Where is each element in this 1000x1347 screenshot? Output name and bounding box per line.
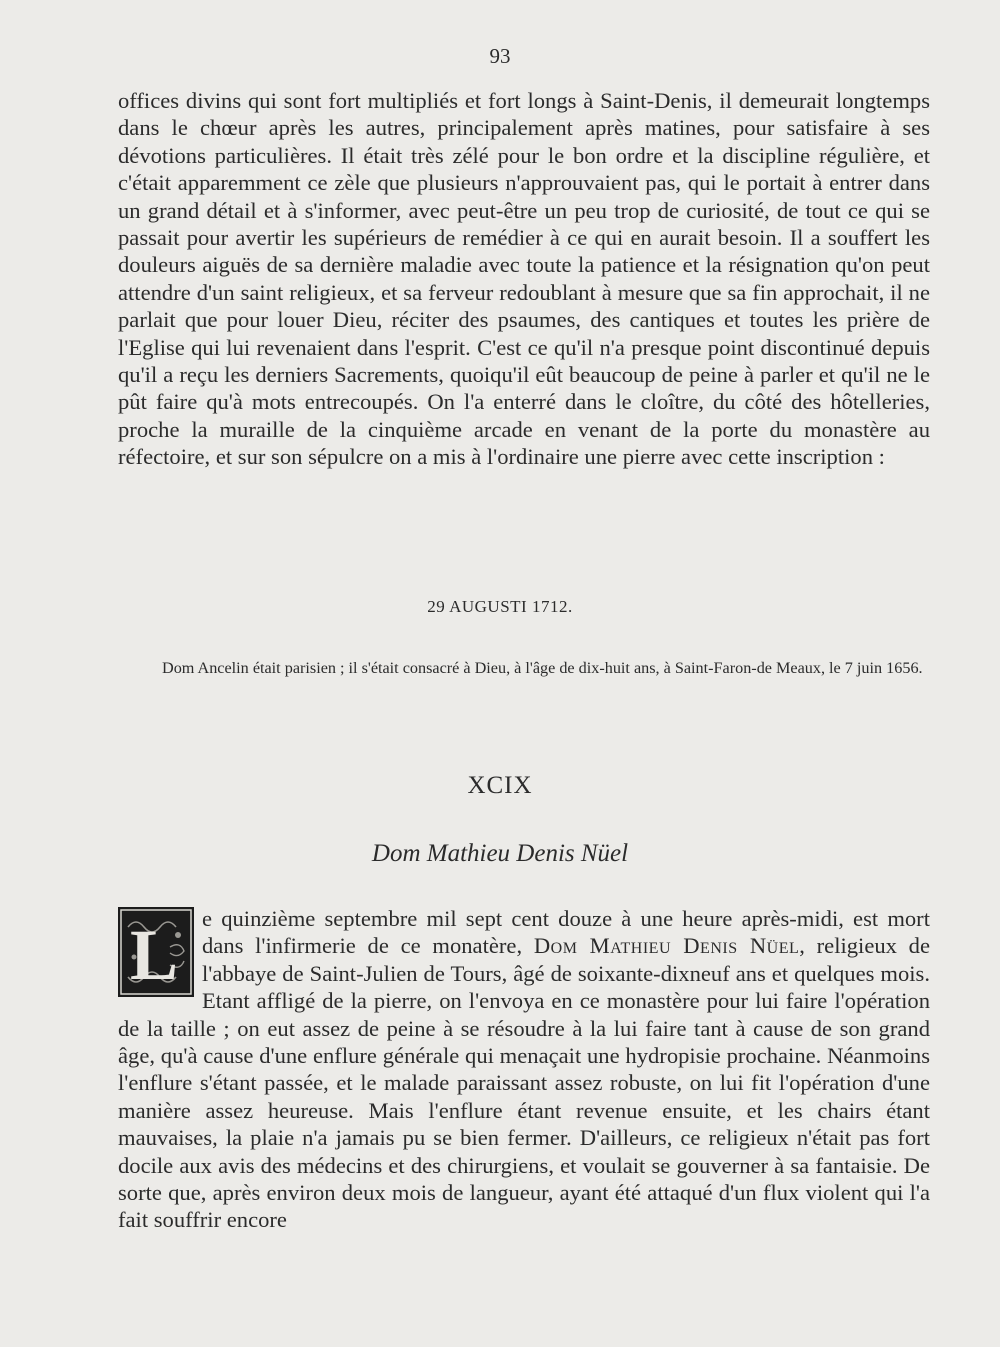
svg-text:L: L (129, 915, 179, 995)
chapter-title: Dom Mathieu Denis Nüel (371, 840, 629, 867)
obituary-paragraph (118, 905, 930, 1234)
obituary-text: , religieux de l'abbaye de Saint-Julien de Tours, âgé de soixante-dixneuf ans et quelques mois. Etant affligé de la pierre, on l'envoya en ce monastère pour lui faire l'opération de la taille ; on eut assez de peine à se résoudre à la lui faire tant à cause de son grand âge, qu'à cause d'une enflure générale qui menaçait une hydropisie prochaine. Néanmoins l'enflure s'étant passée, et le malade paraissant assez robuste, on lui fit l'opération d'une manière assez heureuse. Mais l'enflure étant revenue ensuite, et les chairs étant mauvaises, la plaie n'a jamais pu se bien fermer. D'ailleurs, ce religieux n'était pas fort docile aux avis des médecins et des chirurgiens, et voulait se gouverner à sa fantaisie. De sorte que, après environ deux mois de langueur, ayant été attaqué d'un flux violent qui l'a fait souffrir encore (118, 933, 931, 1233)
page-number: 93 (489, 44, 511, 68)
ornament-icon (118, 907, 194, 997)
deceased-name: Dom Mathieu Denis Nüel (533, 933, 800, 959)
obituary-lead: e quinzième septembre mil sept cent douze à une heure après-midi, est mort dans l'infirmerie de ce monatère, (202, 906, 930, 959)
inscription-date: 29 AUGUSTI 1712. (427, 597, 573, 616)
paragraph-continuation: offices divins qui sont fort multipliés et fort longs à Saint-Denis, il demeurait longtemps dans le chœur après les autres, principalement après matines, pour satisfaire à ses dévotions particulières. Il était très zélé pour le bon ordre et la discipline régulière, et c'était apparemment ce zèle que plusieurs n'approuvaient pas, qui le portait à entrer dans un grand détail et à s'informer, avec peut-être un peu trop de curiosité, de tout ce qui se passait pour avertir les supérieurs de remédier à ce qui en aurait besoin. Il a souffert les douleurs aiguës de sa dernière maladie avec toute la patience et la résignation qu'on peut attendre d'un saint religieux, et sa ferveur redoublant à mesure que sa fin approchait, il ne parlait que pour louer Dieu, réciter des psaumes, des cantiques et toutes les prière de l'Eglise qui lui revenaient dans l'esprit. C'est ce qu'il n'a presque point discontinué depuis qu'il a reçu les derniers Sacrements, quoiqu'il eût beaucoup de peine à parler et qu'il ne le pût faire qu'à mots entrecoupés. On l'a enterré dans le cloître, du côté des hôtelleries, proche la muraille de la cinquième arcade en venant de la porte du monastère au réfectoire, et sur son sépulcre on a mis à l'ordinaire une pierre avec cette inscription : (118, 88, 930, 470)
ornamental-dropcap (118, 907, 194, 997)
chapter-number: XCIX (467, 772, 533, 799)
biographical-note: Dom Ancelin était parisien ; il s'était consacré à Dieu, à l'âge de dix-huit ans, à Saint-Faron-de Meaux, le 7 juin 1656. (162, 659, 923, 677)
